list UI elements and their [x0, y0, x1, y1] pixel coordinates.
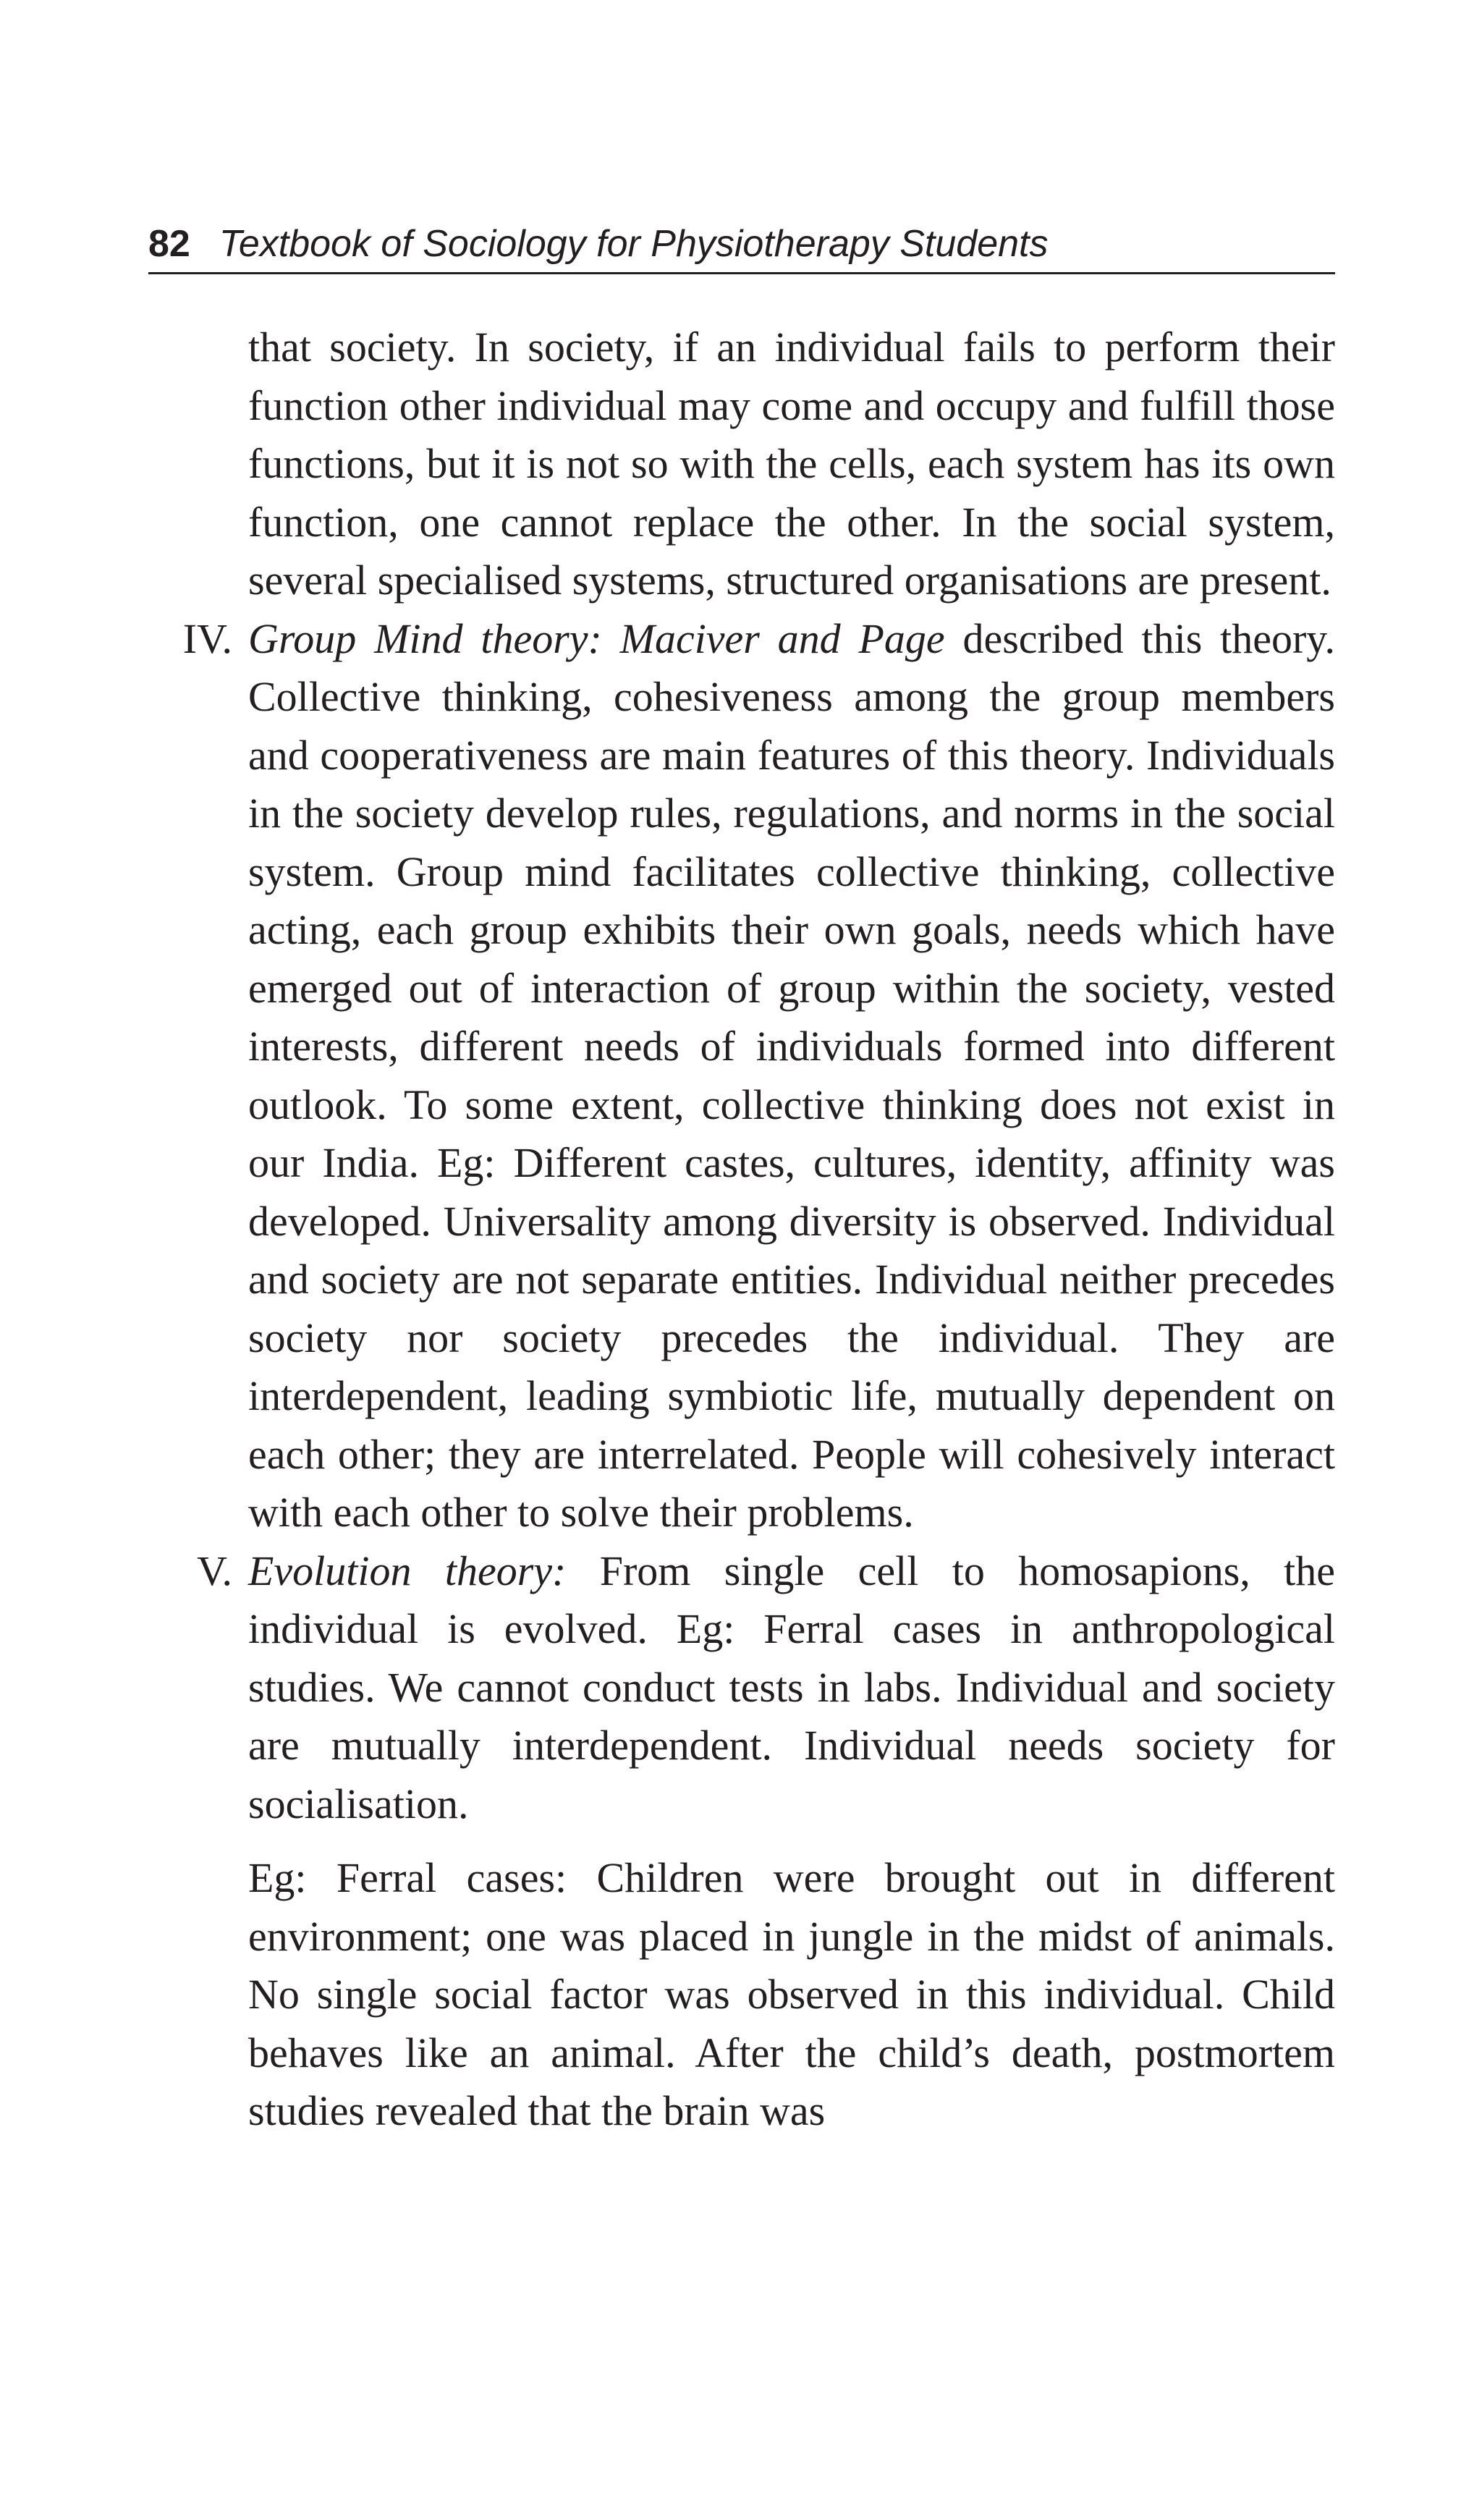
item-lead-heading: Evolution theory:	[248, 1547, 567, 1594]
list-item-group-mind-theory	[182, 610, 1336, 1542]
list-item-evolution-theory	[197, 1542, 1335, 1834]
closing-paragraph: Eg: Ferral cases: Children were brought out in different environment; one was placed in jungle in the midst of animals. No single social factor was observed in this individual. Child behaves like an animal. After the child’s death, postmortem studies revealed that the brain was	[248, 1854, 1335, 2134]
list-numeral: V.	[197, 1547, 232, 1594]
item-body-text: described this theory. Collective thinking, cohesiveness among the group members and cooperativeness are main features of this theory. Individuals in the society develop rules, regulations, and norms in the social system. Group mind facilitates collective thinking, collective acting, each group exhibits their own goals, needs which have emerged out of interaction of group within the society, vested interests, different needs of individuals formed into different outlook. To some extent, collective thinking does not exist in our India. Eg: Different castes, cultures, identity, affinity was developed. Universality among diversity is observed. Individual and society are not separate entities. Individual neither precedes society nor society precedes the individual. They are interdependent, leading symbiotic life, mutually dependent on each other; they are interrelated. People will cohesively interact with each other to solve their problems.	[248, 614, 1336, 1536]
item-lead-heading: Group Mind theory: Maciver and Page	[248, 614, 945, 662]
item-body-text: From single cell to homosapions, the individual is evolved. Eg: Ferral cases in anthropological studies. We cannot conduct tests in labs. Individual and society are mutually interdependent. Individual needs society for socialisation.	[248, 1547, 1335, 1827]
page-body	[148, 318, 1335, 2141]
book-title: Textbook of Sociology for Physiotherapy Students	[219, 223, 1049, 265]
intro-paragraph: that society. In society, if an individual fails to perform their function other individual may come and occupy and fulfill those functions, but it is not so with the cells, each system has its own function, one cannot replace the other. In the social system, several specialised systems, structured organisations are present.	[248, 324, 1335, 604]
page-number: 82	[148, 223, 190, 265]
list-numeral: IV.	[182, 614, 232, 662]
running-header	[148, 216, 1335, 274]
